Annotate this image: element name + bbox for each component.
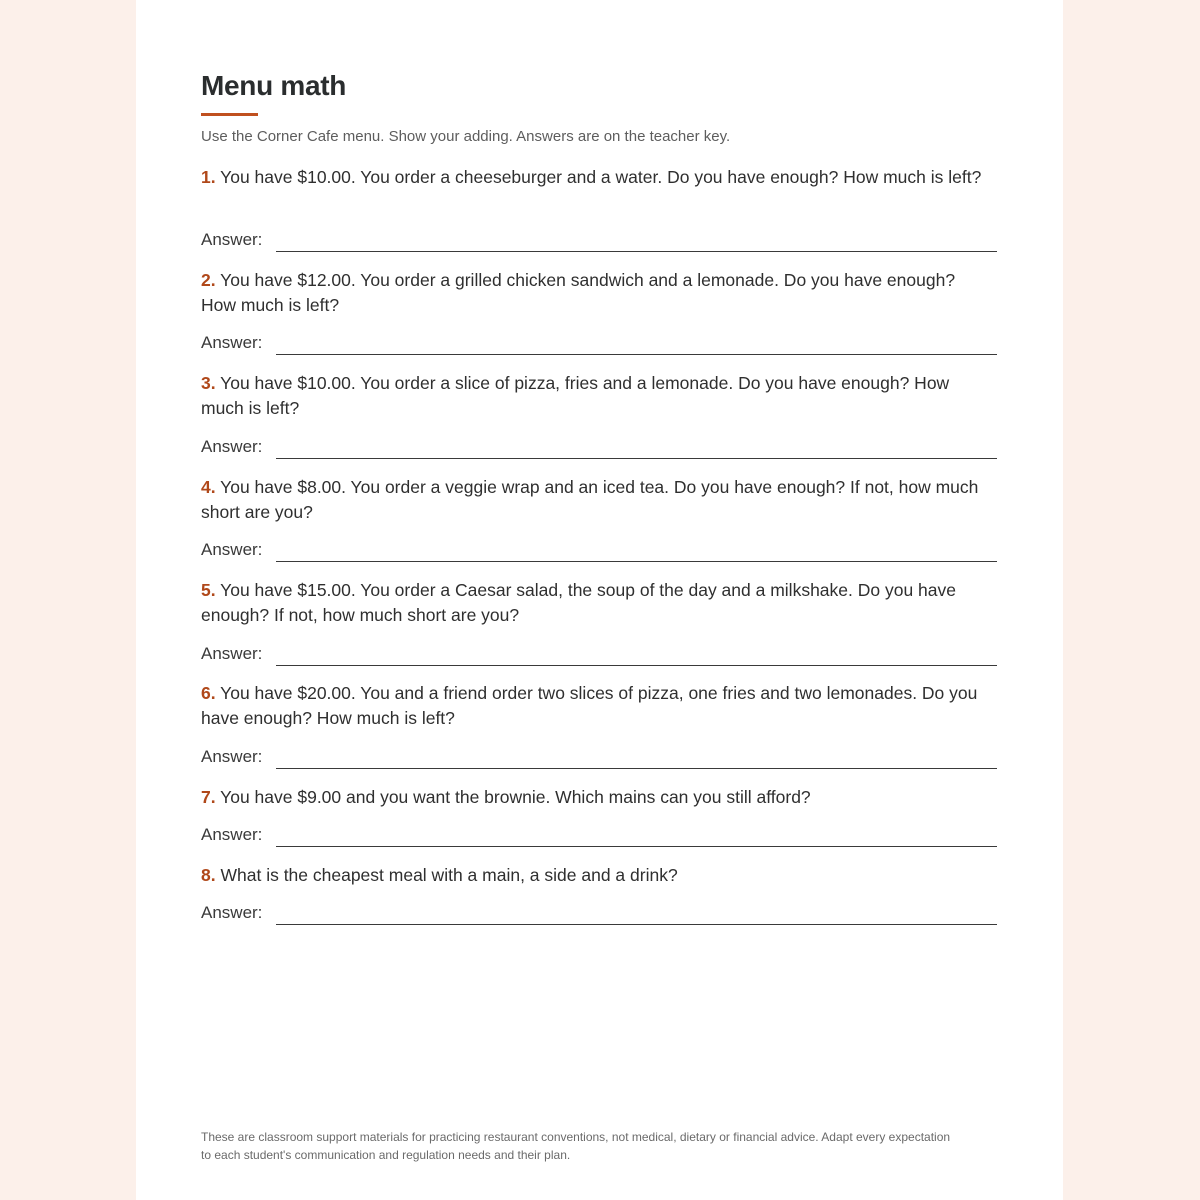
answer-line-6[interactable] <box>276 768 997 769</box>
question-5 <box>201 578 991 628</box>
answer-line-7[interactable] <box>276 846 997 847</box>
page-title: Menu math <box>201 70 347 101</box>
question-number: 6. <box>201 683 216 703</box>
disclaimer-footer: These are classroom support materials for practicing restaurant conventions, not medical, dietary or financial advice. Adapt every expectation to each student's communication and regulation needs and their plan. <box>201 1130 951 1162</box>
answer-line-2[interactable] <box>276 354 997 355</box>
question-2 <box>201 268 991 318</box>
question-number: 5. <box>201 580 216 600</box>
answer-label: Answer: <box>201 437 263 456</box>
answer-label: Answer: <box>201 747 263 766</box>
answer-line-5[interactable] <box>276 665 997 666</box>
question-text: You have $8.00. You order a veggie wrap and an iced tea. Do you have enough? If not, how much short are you? <box>201 477 979 522</box>
question-3 <box>201 371 991 421</box>
question-text: What is the cheapest meal with a main, a side and a drink? <box>220 865 678 885</box>
question-6 <box>201 681 991 731</box>
question-text: You have $12.00. You order a grilled chicken sandwich and a lemonade. Do you have enough? How much is left? <box>201 270 956 315</box>
question-7 <box>201 785 991 810</box>
question-number: 1. <box>201 167 216 187</box>
question-number: 8. <box>201 865 216 885</box>
question-number: 2. <box>201 270 216 290</box>
question-text: You have $10.00. You order a slice of pizza, fries and a lemonade. Do you have enough? How much is left? <box>201 373 950 418</box>
question-number: 3. <box>201 373 216 393</box>
answer-label: Answer: <box>201 825 263 844</box>
question-text: You have $20.00. You and a friend order two slices of pizza, one fries and two lemonades. Do you have enough? How much is left? <box>201 683 978 728</box>
answer-label: Answer: <box>201 540 263 559</box>
question-number: 4. <box>201 477 216 497</box>
answer-label: Answer: <box>201 644 263 663</box>
answer-row-8 <box>201 903 997 925</box>
question-text: You have $9.00 and you want the brownie. Which mains can you still afford? <box>220 787 811 807</box>
answer-line-3[interactable] <box>276 458 997 459</box>
answer-line-1[interactable] <box>276 251 997 252</box>
question-text: You have $15.00. You order a Caesar salad, the soup of the day and a milkshake. Do you have enough? If not, how much short are you? <box>201 580 956 625</box>
question-number: 7. <box>201 787 216 807</box>
answer-row-4 <box>201 540 997 562</box>
intro-text: Use the Corner Cafe menu. Show your adding. Answers are on the teacher key. <box>201 128 731 145</box>
question-1 <box>201 165 991 190</box>
answer-label: Answer: <box>201 230 263 249</box>
answer-row-6 <box>201 747 997 769</box>
answer-label: Answer: <box>201 333 263 352</box>
answer-row-3 <box>201 437 997 459</box>
answer-label: Answer: <box>201 903 263 922</box>
answer-row-7 <box>201 825 997 847</box>
answer-line-4[interactable] <box>276 561 997 562</box>
title-underline <box>201 113 258 116</box>
worksheet-page <box>136 0 1063 1200</box>
question-text: You have $10.00. You order a cheeseburger and a water. Do you have enough? How much is left? <box>220 167 982 187</box>
answer-row-5 <box>201 644 997 666</box>
answer-row-2 <box>201 333 997 355</box>
answer-row-1 <box>201 230 997 252</box>
question-4 <box>201 475 991 525</box>
answer-line-8[interactable] <box>276 924 997 925</box>
question-8 <box>201 863 991 888</box>
